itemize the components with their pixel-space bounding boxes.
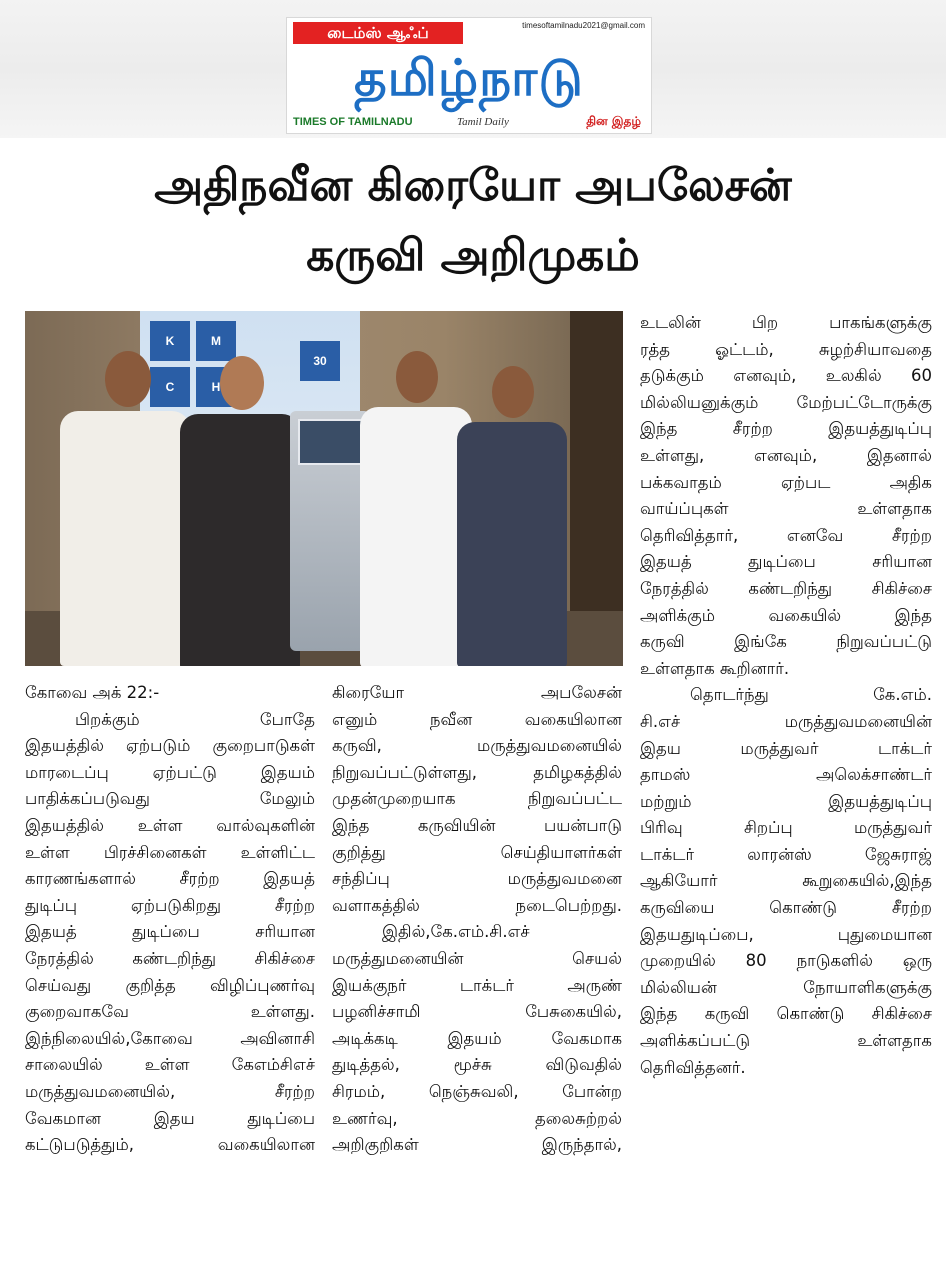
article-line: உடலின் பிற பாகங்களுக்கு	[640, 313, 932, 332]
cryo-ablation-machine	[290, 411, 370, 651]
article-line: வேகமான இதய துடிப்பை	[25, 1108, 315, 1128]
article-line: காரணங்களால் சீரற்ற இதயத்	[25, 869, 315, 889]
article-line: அளிக்கும் வகையில் இந்த	[640, 605, 932, 625]
article-line: சாலையில் உள்ள கேஎம்சிஎச்	[25, 1055, 315, 1075]
article-line: பாதிக்கப்படுவது மேலும்	[25, 789, 315, 809]
article-line: இந்த கருவி கொண்டு சிகிச்சை	[640, 1004, 932, 1024]
article-line: சிரமம், நெஞ்சுவலி, போன்ற	[332, 1081, 622, 1101]
banner-tile: 30	[300, 341, 340, 381]
article-line: கிரையோ அபலேசன்	[332, 683, 622, 702]
article-line: பக்கவாதம் ஏற்பட அதிக	[640, 472, 932, 492]
article-line: இதயத் துடிப்பை சரியான	[25, 922, 315, 942]
masthead-subtitle-tamil: தின இதழ்	[586, 114, 641, 128]
masthead-subtitle-bar	[291, 114, 647, 132]
masthead-subtitle-english: Tamil Daily	[457, 116, 509, 128]
article-line: தொடர்ந்து கே.எம்.	[690, 685, 932, 705]
article-line: தெரிவித்தனர்.	[640, 1057, 746, 1077]
article-line: உள்ளது, எனவும், இதனால்	[640, 445, 932, 465]
article-line: இதய மருத்துவர் டாக்டர்	[640, 738, 932, 758]
article-line: கட்டுபடுத்தும், வகையிலான	[25, 1135, 315, 1155]
article-column-1	[25, 680, 315, 1159]
article-line: ரத்த ஓட்டம், சுழற்சியாவதை	[640, 339, 932, 359]
article-line: அடிக்கடி இதயம் வேகமாக	[332, 1028, 622, 1048]
article-line: எனும் நவீன வகையிலான	[332, 709, 622, 729]
article-line: இந்த சீரற்ற இதயத்துடிப்பு	[640, 419, 932, 439]
article-line: வளாகத்தில் நடைபெற்றது.	[332, 895, 622, 915]
masthead-email: timesoftamilnadu2021@gmail.com	[522, 21, 645, 30]
article-line: கருவியை கொண்டு சீரற்ற	[640, 898, 932, 918]
article-line: மில்லியன் நோயாளிகளுக்கு	[640, 977, 932, 997]
article-line: தெரிவித்தார், எனவே சீரற்ற	[640, 525, 932, 545]
article-line: குறித்து செய்தியாளர்கள்	[332, 842, 622, 862]
article-line: முதன்முறையாக நிறுவப்பட்ட	[332, 789, 622, 809]
article-line: நிறுவப்பட்டுள்ளது, தமிழகத்தில்	[332, 762, 622, 782]
headline-line-1: அதிநவீன கிரையோ அபலேசன்	[154, 160, 792, 211]
newspaper-masthead	[286, 17, 652, 134]
article-line: பிரிவு சிறப்பு மருத்துவர்	[640, 818, 932, 838]
article-line: இதயத்தில் ஏற்படும் குறைபாடுகள்	[25, 736, 315, 756]
article-line: உள்ள பிரச்சினைகள் உள்ளிட்ட	[25, 842, 315, 862]
article-line: இதில்,கே.எம்.சி.எச்	[382, 922, 530, 942]
article-line: கருவி, மருத்துவமனையில்	[332, 736, 622, 756]
article-line: மருத்துவமனையில், சீரற்ற	[25, 1081, 315, 1101]
article-line: ஆகியோர் கூறுகையில்,இந்த	[640, 871, 932, 891]
article-line: மாரடைப்பு ஏற்பட்டு இதயம்	[25, 762, 315, 782]
article-line: நேரத்தில் கண்டறிந்து சிகிச்சை	[25, 948, 315, 968]
article-line: அறிகுறிகள் இருந்தால்,	[332, 1135, 622, 1155]
article-line: இந்த கருவியின் பயன்பாடு	[332, 815, 622, 835]
article-line: முறையில் 80 நாடுகளில் ஒரு	[640, 951, 932, 971]
article-line: டாக்டர் லாரன்ஸ் ஜேசுராஜ்	[640, 844, 932, 864]
article-line: இயக்குநர் டாக்டர் அருண்	[332, 975, 622, 995]
article-line: நேரத்தில் கண்டறிந்து சிகிச்சை	[640, 578, 932, 598]
dateline: கோவை அக் 22:-	[25, 683, 160, 702]
masthead-tagline: டைம்ஸ் ஆஃப்	[293, 22, 463, 44]
article-line: செய்வது குறித்த விழிப்புணர்வு	[25, 975, 315, 995]
article-line: வாய்ப்புகள் உள்ளதாக	[640, 499, 932, 519]
article-line: குறைவாகவே உள்ளது.	[25, 1002, 315, 1022]
article-line: உள்ளதாக கூறினார்.	[640, 658, 790, 678]
article-line: மருத்துமனையின் செயல்	[332, 948, 622, 968]
headline-line-2: கருவி அறிமுகம்	[306, 230, 640, 281]
news-photo	[25, 311, 623, 666]
article-line: பிறக்கும் போதே	[75, 709, 315, 729]
article-line: மில்லியனுக்கும் மேற்பட்டோருக்கு	[640, 392, 932, 412]
masthead-title: தமிழ்நாடு	[354, 49, 584, 107]
banner-tile: H	[196, 367, 236, 407]
article-line: அளிக்கப்பட்டு உள்ளதாக	[640, 1031, 932, 1051]
article-line: மற்றும் இதயத்துடிப்பு	[640, 791, 932, 811]
article-line: சி.எச் மருத்துவமனையின்	[640, 711, 932, 731]
machine-screen	[298, 419, 366, 465]
article-line: இதயத் துடிப்பை சரியான	[640, 552, 932, 572]
article-line: துடித்தல், மூச்சு விடுவதில்	[332, 1055, 622, 1075]
article-line: கருவி இங்கே நிறுவப்பட்டு	[640, 632, 932, 652]
article-line: துடிப்பு ஏற்படுகிறது சீரற்ற	[25, 895, 315, 915]
masthead-english-name: TIMES OF TAMILNADU	[293, 116, 413, 128]
article-line: தாமஸ் அலெக்சாண்டர்	[640, 765, 932, 785]
article-line: இந்நிலையில்,கோவை அவினாசி	[25, 1028, 315, 1048]
banner-tile: C	[150, 367, 190, 407]
article-line: இதயதுடிப்பை, புதுமையான	[640, 924, 932, 944]
article-column-2	[332, 680, 622, 1159]
banner-tile: K	[150, 321, 190, 361]
article-line: தடுக்கும் எனவும், உலகில் 60	[640, 366, 932, 386]
article-line: உணர்வு, தலைசுற்றல்	[332, 1108, 622, 1128]
article-line: சந்திப்பு மருத்துவமனை	[332, 869, 622, 889]
article-column-3	[640, 310, 932, 1081]
banner-tile: M	[196, 321, 236, 361]
article-line: பழனிச்சாமி பேசுகையில்,	[332, 1002, 622, 1022]
article-line: இதயத்தில் உள்ள வால்வுகளின்	[25, 815, 315, 835]
